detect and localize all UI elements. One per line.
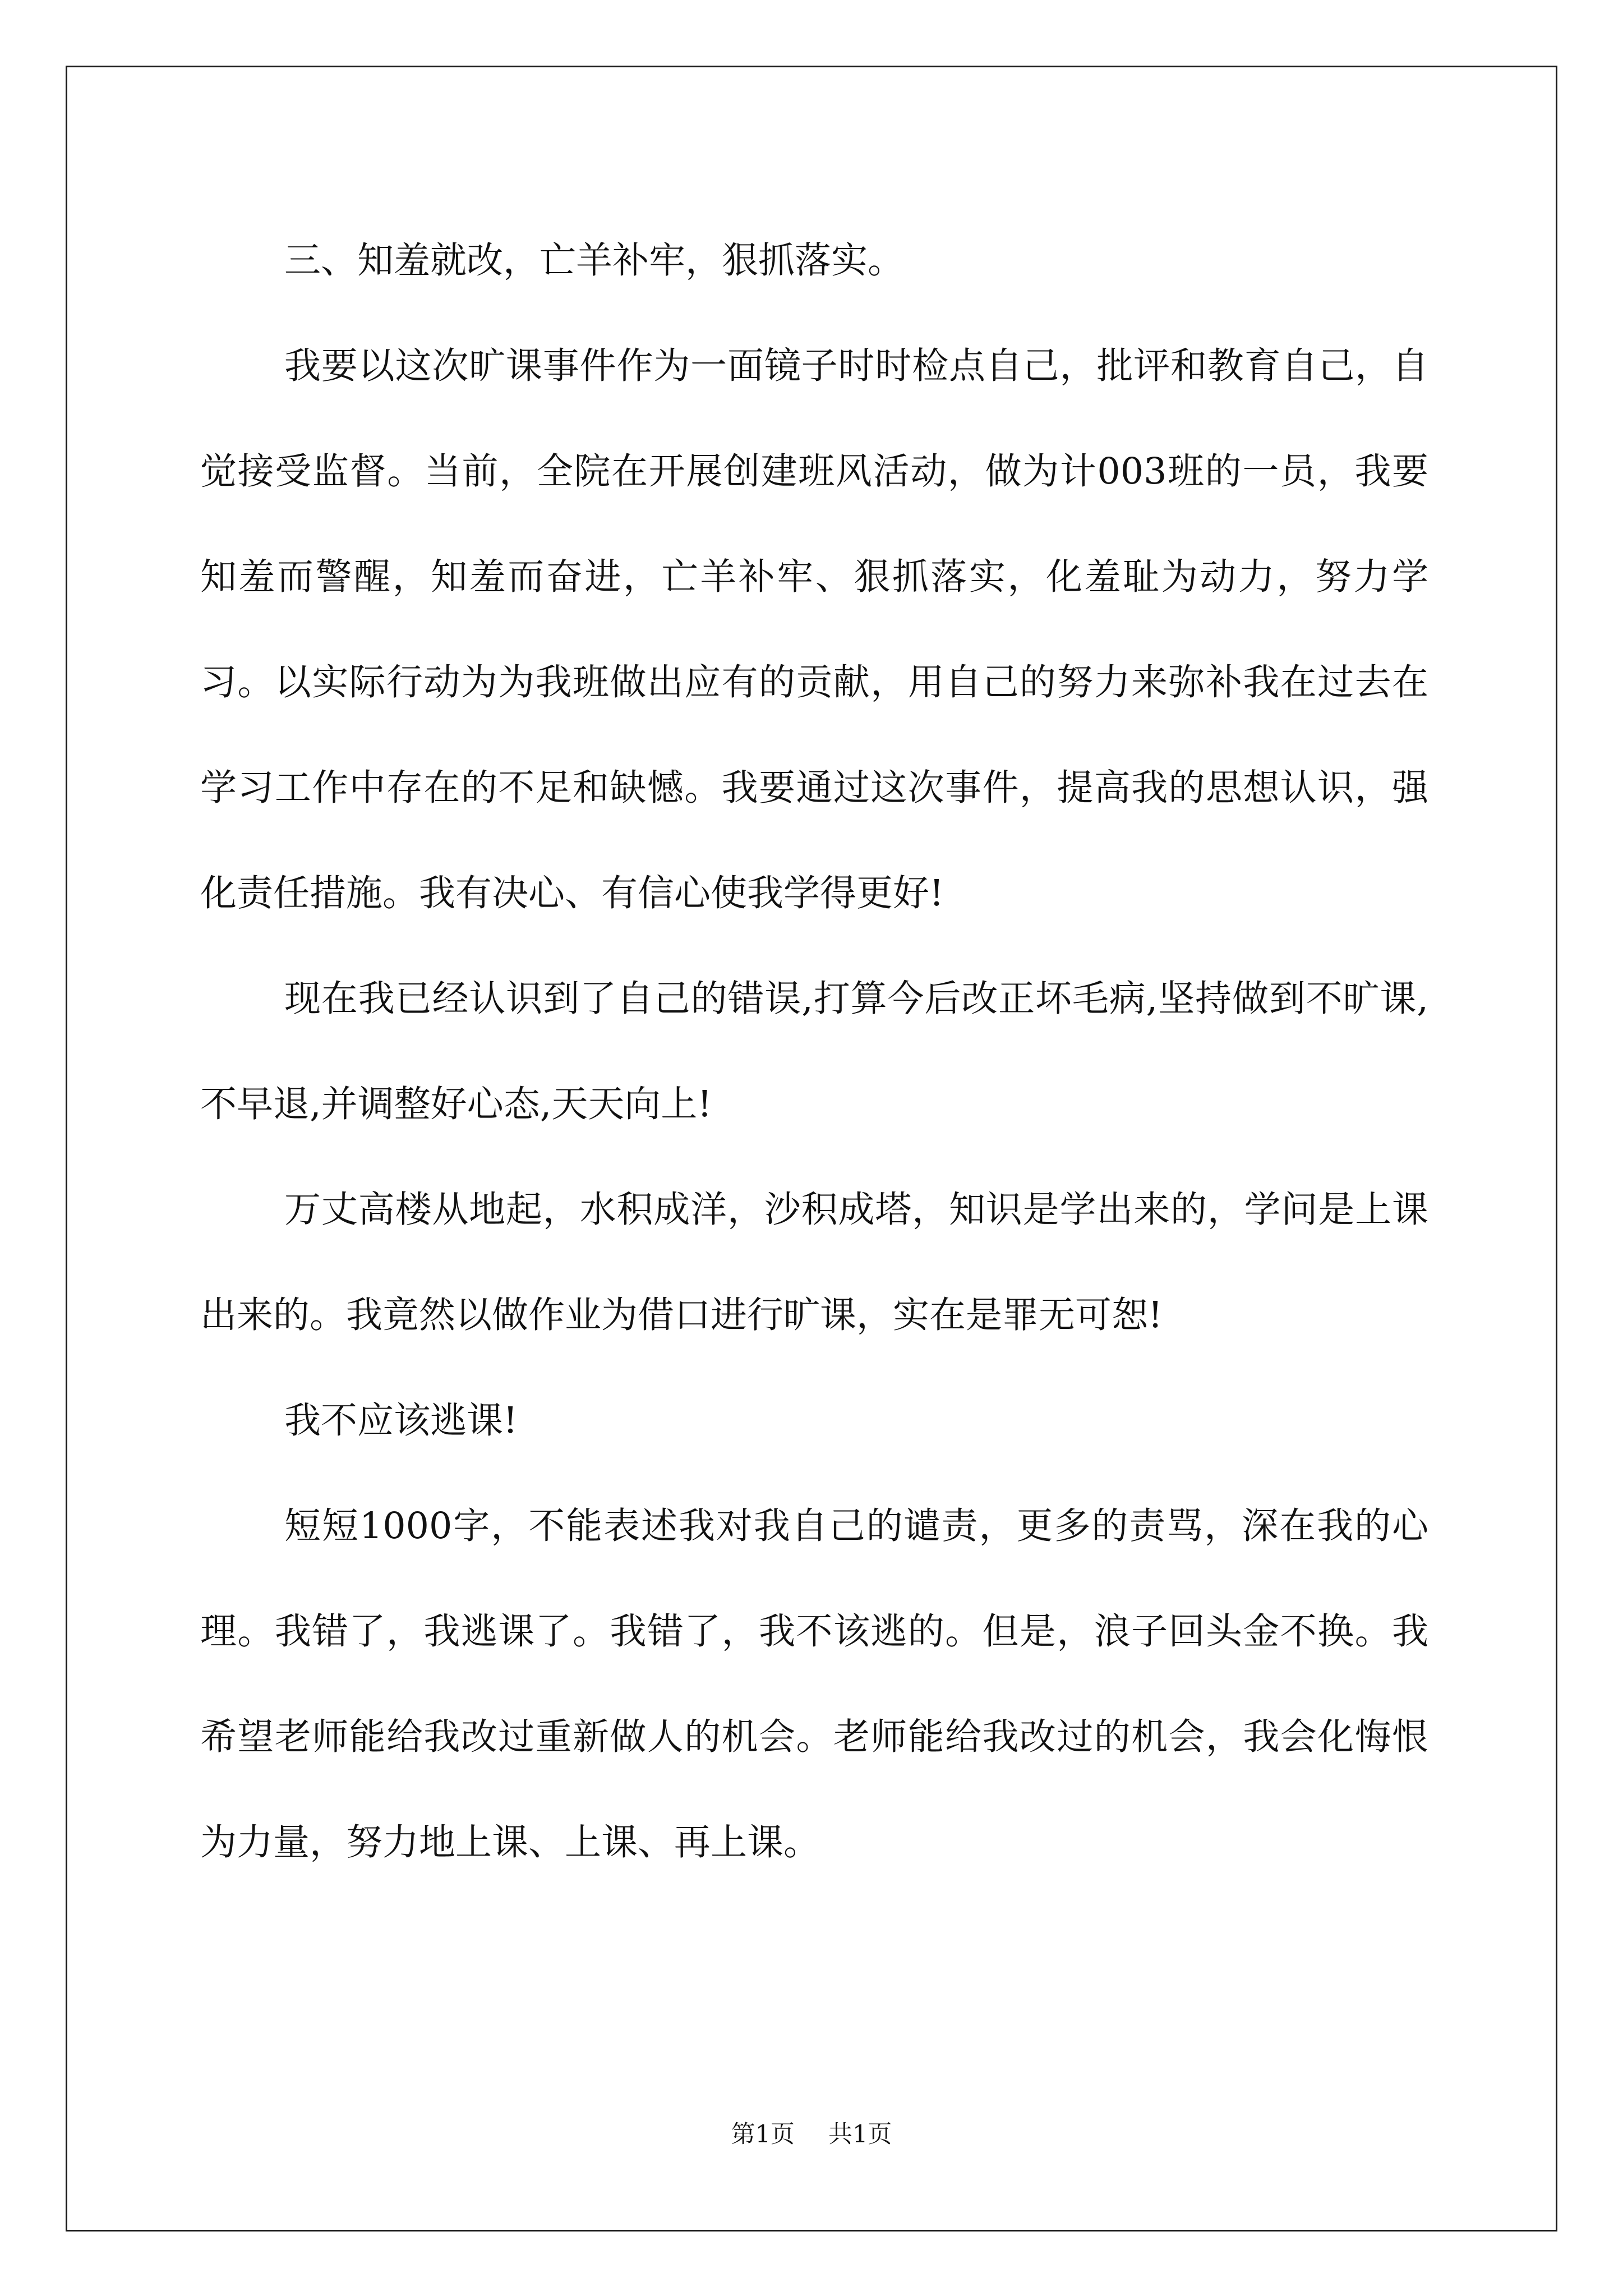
- paragraph: 万丈高楼从地起，水积成洋，沙积成塔，知识是学出来的，学问是上课出来的。我竟然以做作业为借口进行旷课，实在是罪无可恕!: [200, 1189, 1428, 1336]
- paragraph: 我不应该逃课!: [284, 1400, 518, 1442]
- page-footer: [0, 2118, 1623, 2151]
- paragraph: 三、知羞就改，亡羊补牢，狠抓落实。: [284, 240, 905, 282]
- page-number: 第1页: [731, 2120, 795, 2148]
- page-total: 共1页: [828, 2120, 892, 2148]
- document-body: [200, 208, 1428, 1895]
- paragraph: 现在我已经认识到了自己的错误,打算今后改正坏毛病,坚持做到不旷课,不早退,并调整好心态,天天向上!: [200, 978, 1428, 1125]
- paragraph: 我要以这次旷课事件作为一面镜子时时检点自己，批评和教育自己，自觉接受监督。当前，全院在开展创建班风活动，做为计003班的一员，我要知羞而警醒，知羞而奋进，亡羊补牢、狠抓落实，化羞耻为动力，努力学习。以实际行动为为我班做出应有的贡献，用自己的努力来弥补我在过去在学习工作中存在的不足和缺憾。我要通过这次事件，提高我的思想认识，强化责任措施。我有决心、有信心使我学得更好!: [200, 345, 1428, 914]
- paragraph: 短短1000字，不能表述我对我自己的谴责，更多的责骂，深在我的心理。我错了，我逃课了。我错了，我不该逃的。但是，浪子回头金不换。我希望老师能给我改过重新做人的机会。老师能给我改过的机会，我会化悔恨为力量，努力地上课、上课、再上课。: [200, 1505, 1428, 1864]
